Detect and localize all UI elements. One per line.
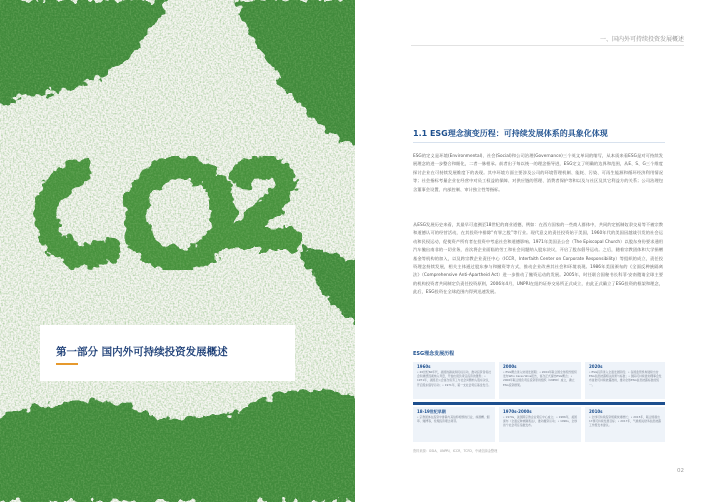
photo-lettering: CO2	[0, 0, 3, 1]
esg-timeline	[413, 362, 665, 442]
timeline-axis	[413, 402, 665, 405]
running-head: 一、国内外可持续投资发展概述	[599, 36, 684, 43]
timeline-event	[499, 362, 581, 399]
timeline-event	[585, 407, 665, 442]
timeline-event-year: 2000s	[503, 364, 517, 369]
timeline-event-text: • 20世纪60年代，美国的越战和民权运动，推动投资者将社会和道德因素纳入考量，开始出现负责任投资的雏形；• 1971年，美国圣公会首次将劳工与社会问题纳入股东决议，开启股东倡导运动；• 1971年，第一支社会责任基金发行。	[417, 370, 492, 387]
section-divider	[413, 142, 665, 143]
timeline-event-text: • 宗教团体在投资中排除与其信仰相悖的行业，如酒精、烟草、赌博等，伦理投资理念萌芽。	[417, 415, 490, 424]
timeline-event-text: • ESG投资进入全面发展阶段；• 各国监管机构陆续出台ESG信息披露相关政策与标准；• 国际可持续准则理事会发布首批可持续披露准则，推动全球ESG信息披露标准的统一。	[589, 370, 662, 387]
part-title-box	[40, 325, 295, 381]
paragraph-esg-definition: ESG的定义是环境(Environmental)、社会(Social)和公司治理(Governance)三个英文单词的缩写，从本质来看ESG是对可持续发展理念的进一步整合和细化，二者一脉相承。前者出于每以统一的理念指导进，ESG定义了明确的边界和范围，从E、S、G三个维度探讨企业在可持续发展维度下的表现。其中环境方面主要涉及公司的环境管理机制、能耗、污染、可再生能源和循环经济利用情况等；社会指标考量企业在经营中对员工权益的保障、对供应链的管理、消费者保护等和以及与社区及其它利益方的关系；公司治理包含董事会设置、内部控制、审计独立性等指标。	[413, 154, 663, 193]
timeline-event-year: 1970s-2000s	[503, 409, 532, 414]
part-title: 第一部分 国内外可持续投资发展概述	[56, 346, 228, 358]
timeline-event-year: 1960s	[417, 364, 431, 369]
timeline-event-text: • 1970s，美国跨宗教企业责任中心成立；• 1986年，美国颁布《全面反种族隔离法》，推动撤资运动；• 1990s，全球首个社会责任指数发布。	[503, 415, 578, 428]
source-note: 资料来源：GSIA，UNPRI，ICCR，TCFD，中诚信绿金整理	[413, 449, 498, 453]
page-number: 02	[677, 468, 684, 474]
timeline-event-text: • ESG概念进入快速发展期；• 2004年联合国全球契约组织发布Who Cares Wins报告，首次正式提出ESG概念；• 2006年联合国负责任投资原则组织（UNPRI）成立，确立ESG投资框架。	[503, 370, 577, 387]
header-divider	[411, 45, 684, 46]
timeline-event-year: 18-19世纪早期	[417, 409, 446, 414]
paragraph-esg-history: 从ESG发展历史来看，其最早可追溯至18世纪的商业道德，例如：在西方国家的一些商人群体中，共同约定抵制奴隶交易等不被宗教和道德认可的经营活动，在其投资中排除“有罪之股”等行业。现代意义的责任投资始于美国，1960年代的美国因越战引发的社会运动和民权运动，促使资产所有者在投资中考虑社会和道德影响。1971年美国圣公会（The Episcopal Church）以股东身份要求通用汽车撤出南非的一切业务，首次将企业面临的劳工和社会问题纳入股东决议，开启了股东倡导运动。之后，随着宗教团体和大学捐赠基金等机构的加入，以及跨宗教企业责任中心（ICCR，Interfaith Center on Corporate Responsibility）等组织的成立，责任投资理念持续发展，相关主体通过股东参与和撤资等方式，推动企业改善其社会和环境表现。1986年美国颁布的《全面反种族隔离法》（Comprehensive Anti-Apartheid Act）进一步推动了撤资运动的发展。2005年，时任联合国秘书长科菲·安南邀请全球主要的机构投资者共同制定负责任投资原则，2006年4月，UNPRI在纽约证券交易所正式成立，由此正式确立了ESG投资的框架和理念，此后，ESG投资在全球范围内得到迅速发展。	[413, 223, 663, 296]
timeline-event-year: 2010s	[589, 409, 603, 414]
timeline-event-text: • 全球可持续投资规模快速增长；• 2015年，联合国提出17项可持续发展目标；• 2017年，气候相关财务信息披露工作组发布建议。	[589, 415, 661, 428]
timeline-event	[413, 407, 495, 442]
timeline-event-year: 2020s	[589, 364, 603, 369]
timeline-event	[413, 362, 495, 399]
right-page	[355, 0, 710, 502]
section-title: 1.1 ESG理念演变历程：可持续发展体系的具象化体现	[413, 129, 608, 138]
timeline-title: ESG理念发展历程	[413, 351, 455, 357]
timeline-event	[585, 362, 665, 399]
part-title-underline	[56, 363, 78, 365]
timeline-event	[499, 407, 581, 442]
